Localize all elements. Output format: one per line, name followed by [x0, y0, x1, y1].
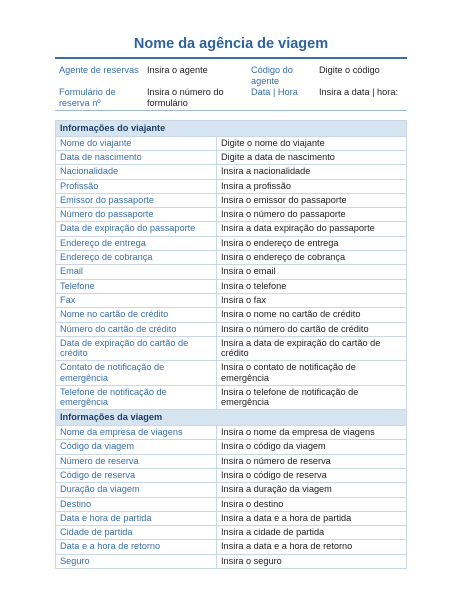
- agent-label: Agente de reservas: [59, 65, 139, 75]
- field-value[interactable]: Digite o nome do viajante: [217, 136, 407, 150]
- table-row: [56, 222, 407, 236]
- field-label: Email: [56, 265, 217, 279]
- field-label: Nome no cartão de crédito: [56, 308, 217, 322]
- field-value[interactable]: Insira a data expiração do passaporte: [217, 222, 407, 236]
- field-label: Endereço de entrega: [56, 236, 217, 250]
- table-row: [56, 511, 407, 525]
- booking-table-body: [56, 121, 407, 569]
- field-value[interactable]: Insira o número de reserva: [217, 454, 407, 468]
- form-number-label: Formulário de reserva nº: [59, 87, 116, 108]
- header-row-form: [55, 84, 407, 108]
- form-number-field[interactable]: Insira o número do formulário: [147, 87, 224, 108]
- field-value[interactable]: Digite a data de nascimento: [217, 150, 407, 164]
- field-label: Número do cartão de crédito: [56, 322, 217, 336]
- table-row: [56, 497, 407, 511]
- field-value[interactable]: Insira o número do passaporte: [217, 208, 407, 222]
- page-title: Nome da agência de viagem: [133, 36, 329, 52]
- table-row: [56, 440, 407, 454]
- section-header-trip: [56, 410, 407, 426]
- section-header-traveler: [56, 121, 407, 137]
- table-row: [56, 136, 407, 150]
- table-row: [56, 526, 407, 540]
- field-value[interactable]: Insira o telefone de notificação de emergência: [217, 385, 407, 410]
- table-row: [56, 468, 407, 482]
- field-value[interactable]: Insira a profissão: [217, 179, 407, 193]
- field-value[interactable]: Insira a data e a hora de retorno: [217, 540, 407, 554]
- field-label: Endereço de cobrança: [56, 251, 217, 265]
- table-row: [56, 483, 407, 497]
- field-label: Número de reserva: [56, 454, 217, 468]
- table-row: [56, 279, 407, 293]
- field-label: Data de expiração do passaporte: [56, 222, 217, 236]
- field-label: Seguro: [56, 554, 217, 568]
- field-value[interactable]: Insira a data de expiração do cartão de crédito: [217, 336, 407, 361]
- table-row: [56, 554, 407, 568]
- field-label: Data e a hora de retorno: [56, 540, 217, 554]
- booking-header: [55, 62, 407, 108]
- table-row: [56, 193, 407, 207]
- field-value[interactable]: Insira o emissor do passaporte: [217, 193, 407, 207]
- section-heading: Informações da viagem: [56, 410, 407, 426]
- field-label: Emissor do passaporte: [56, 193, 217, 207]
- field-value[interactable]: Insira o código da viagem: [217, 440, 407, 454]
- header-row-agent: [55, 62, 407, 84]
- field-label: Data de nascimento: [56, 150, 217, 164]
- field-label: Nacionalidade: [56, 165, 217, 179]
- table-row: [56, 293, 407, 307]
- field-value[interactable]: Insira o código de reserva: [217, 468, 407, 482]
- field-label: Código da viagem: [56, 440, 217, 454]
- table-row: [56, 361, 407, 386]
- field-label: Data e hora de partida: [56, 511, 217, 525]
- table-row: [56, 251, 407, 265]
- header-divider: [55, 110, 407, 111]
- field-value[interactable]: Insira a duração da viagem: [217, 483, 407, 497]
- field-value[interactable]: Insira o seguro: [217, 554, 407, 568]
- field-label: Nome da empresa de viagens: [56, 426, 217, 440]
- field-value[interactable]: Insira o número do cartão de crédito: [217, 322, 407, 336]
- table-row: [56, 265, 407, 279]
- field-value[interactable]: Insira o contato de notificação de emergência: [217, 361, 407, 386]
- field-label: Profissão: [56, 179, 217, 193]
- table-row: [56, 385, 407, 410]
- field-label: Código de reserva: [56, 468, 217, 482]
- agent-field[interactable]: Insira o agente: [147, 65, 208, 75]
- field-value[interactable]: Insira o endereço de entrega: [217, 236, 407, 250]
- table-row: [56, 336, 407, 361]
- booking-table: [55, 120, 407, 569]
- title-divider: [55, 57, 407, 59]
- table-row: [56, 426, 407, 440]
- datetime-label: Data | Hora: [251, 87, 298, 97]
- table-row: [56, 322, 407, 336]
- field-label: Contato de notificação de emergência: [56, 361, 217, 386]
- field-label: Telefone de notificação de emergência: [56, 385, 217, 410]
- table-row: [56, 179, 407, 193]
- field-label: Nome do viajante: [56, 136, 217, 150]
- field-label: Duração da viagem: [56, 483, 217, 497]
- field-value[interactable]: Insira o telefone: [217, 279, 407, 293]
- field-label: Cidade de partida: [56, 526, 217, 540]
- table-row: [56, 165, 407, 179]
- field-value[interactable]: Insira a cidade de partida: [217, 526, 407, 540]
- field-label: Data de expiração do cartão de crédito: [56, 336, 217, 361]
- section-heading: Informações do viajante: [56, 121, 407, 137]
- agency-code-label: Código do agente: [251, 65, 293, 86]
- table-row: [56, 208, 407, 222]
- table-row: [56, 454, 407, 468]
- table-row: [56, 150, 407, 164]
- field-label: Destino: [56, 497, 217, 511]
- field-value[interactable]: Insira o nome no cartão de crédito: [217, 308, 407, 322]
- field-value[interactable]: Insira a data e a hora de partida: [217, 511, 407, 525]
- field-value[interactable]: Insira o nome da empresa de viagens: [217, 426, 407, 440]
- field-value[interactable]: Insira a nacionalidade: [217, 165, 407, 179]
- field-label: Número do passaporte: [56, 208, 217, 222]
- agency-code-field[interactable]: Digite o código: [319, 65, 380, 75]
- table-row: [56, 308, 407, 322]
- datetime-field[interactable]: Insira a data | hora:: [319, 87, 398, 97]
- table-row: [56, 540, 407, 554]
- table-row: [56, 236, 407, 250]
- field-label: Telefone: [56, 279, 217, 293]
- field-label: Fax: [56, 293, 217, 307]
- field-value[interactable]: Insira o fax: [217, 293, 407, 307]
- field-value[interactable]: Insira o destino: [217, 497, 407, 511]
- field-value[interactable]: Insira o email: [217, 265, 407, 279]
- field-value[interactable]: Insira o endereço de cobrança: [217, 251, 407, 265]
